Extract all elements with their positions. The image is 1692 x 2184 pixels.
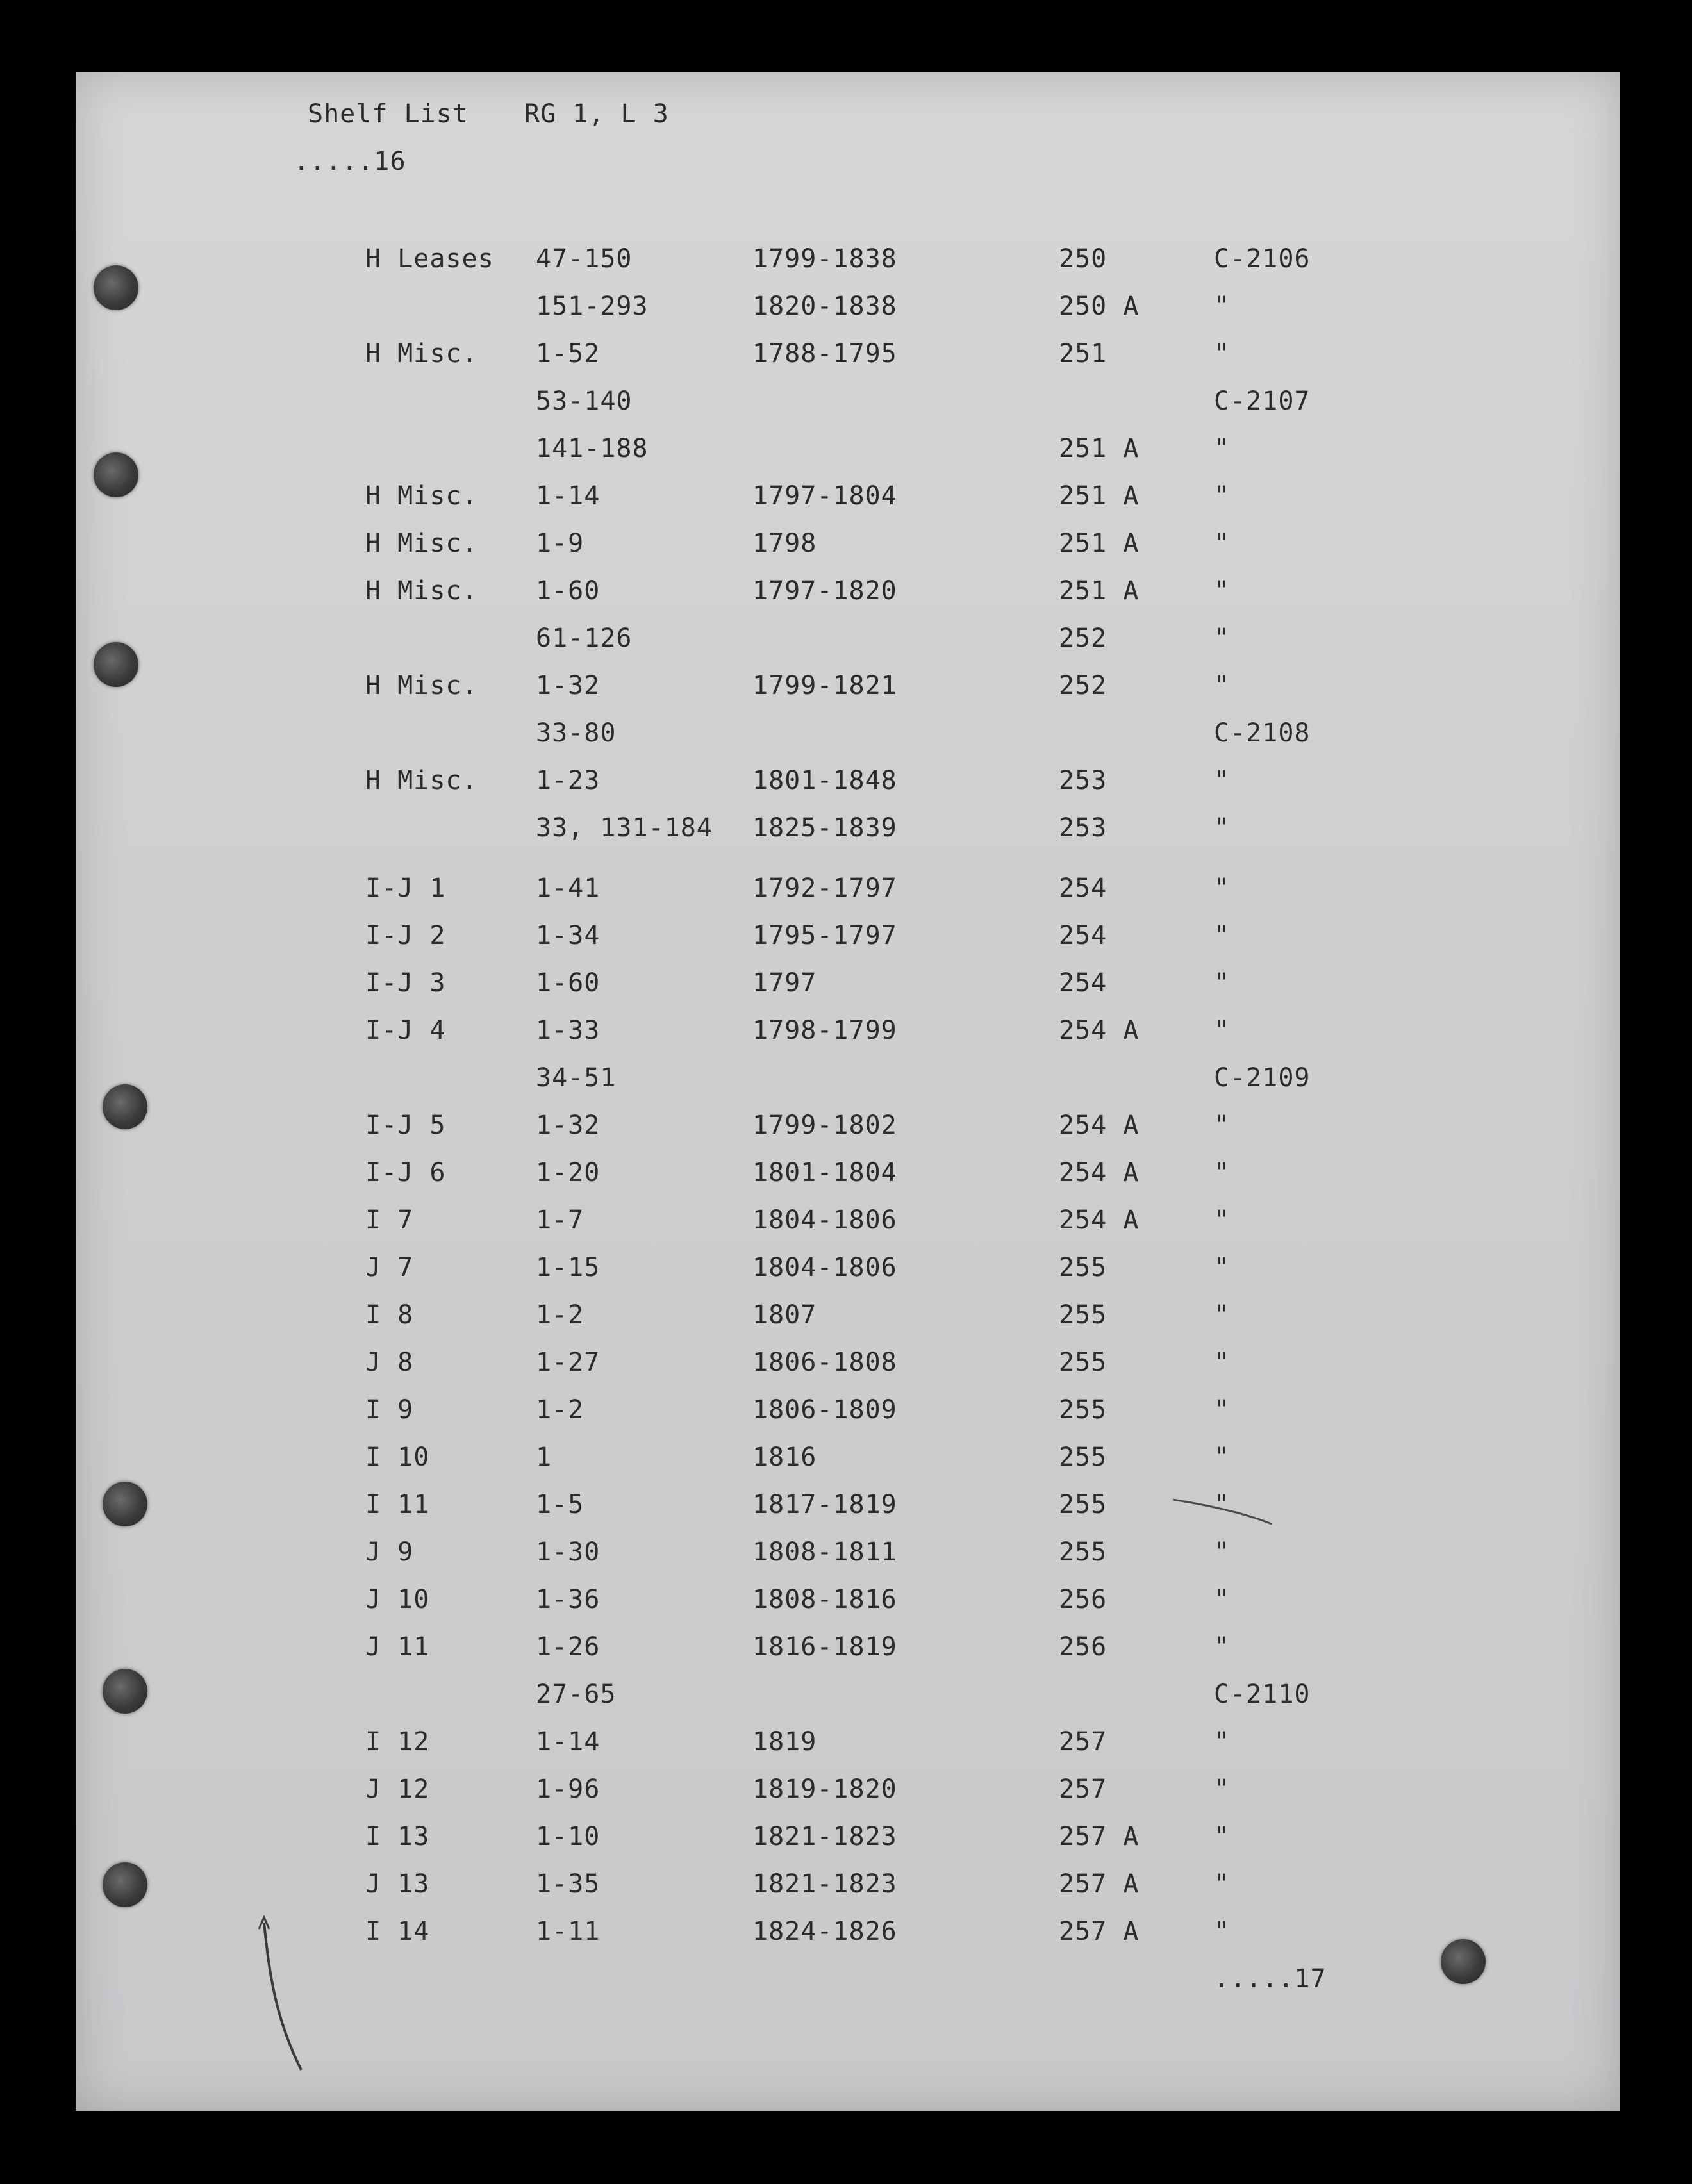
series-cell: H Misc. <box>365 576 478 606</box>
range-cell: 53-140 <box>536 386 633 416</box>
table-row <box>76 768 1620 815</box>
range-cell: 1-34 <box>536 921 601 950</box>
code-cell: " <box>1214 434 1231 463</box>
series-cell: I 14 <box>365 1917 430 1946</box>
code-cell: " <box>1214 1490 1231 1519</box>
table-row <box>76 1682 1620 1729</box>
years-cell: 1797-1820 <box>752 576 897 606</box>
table-row <box>76 1302 1620 1350</box>
code-cell: " <box>1214 1395 1231 1425</box>
range-cell: 1-10 <box>536 1822 601 1851</box>
previous-page-marker: .....16 <box>294 147 406 176</box>
range-cell: 151-293 <box>536 292 649 321</box>
box-cell: 254 <box>1059 873 1107 903</box>
table-row <box>76 1160 1620 1207</box>
series-cell: I 12 <box>365 1727 430 1757</box>
series-cell: I-J 2 <box>365 921 446 950</box>
record-group-ref: RG 1, L 3 <box>524 99 669 129</box>
code-cell: C-2109 <box>1214 1063 1311 1093</box>
series-cell: I-J 5 <box>365 1111 446 1140</box>
box-cell: 257 A <box>1059 1822 1140 1851</box>
table-row <box>76 436 1620 483</box>
years-cell: 1821-1823 <box>752 1822 897 1851</box>
shelf-list-table <box>76 72 1620 2111</box>
years-cell: 1819-1820 <box>752 1774 897 1804</box>
box-cell: 251 A <box>1059 529 1140 558</box>
box-cell: 254 <box>1059 921 1107 950</box>
code-cell: " <box>1214 576 1231 606</box>
table-row <box>76 341 1620 388</box>
table-row <box>76 625 1620 673</box>
box-cell: 255 <box>1059 1300 1107 1330</box>
box-cell: 254 A <box>1059 1111 1140 1140</box>
table-row <box>76 388 1620 436</box>
table-row <box>76 1776 1620 1824</box>
table-row <box>76 1824 1620 1871</box>
table-row <box>76 246 1620 294</box>
years-cell: 1806-1808 <box>752 1348 897 1377</box>
range-cell: 141-188 <box>536 434 649 463</box>
table-row <box>76 1587 1620 1634</box>
range-cell: 1-96 <box>536 1774 601 1804</box>
table-row <box>76 1397 1620 1444</box>
range-cell: 1-30 <box>536 1537 601 1567</box>
range-cell: 1-9 <box>536 529 585 558</box>
box-cell: 254 <box>1059 968 1107 998</box>
code-cell: " <box>1214 766 1231 795</box>
table-row <box>76 673 1620 720</box>
box-cell: 254 A <box>1059 1205 1140 1235</box>
range-cell: 1-2 <box>536 1395 585 1425</box>
range-cell: 1-7 <box>536 1205 585 1235</box>
table-row <box>76 1871 1620 1919</box>
document-page <box>76 72 1620 2111</box>
code-cell: " <box>1214 671 1231 700</box>
series-cell: H Misc. <box>365 671 478 700</box>
series-cell: J 8 <box>365 1348 414 1377</box>
code-cell: " <box>1214 1869 1231 1899</box>
code-cell: " <box>1214 921 1231 950</box>
code-cell: " <box>1214 1253 1231 1282</box>
range-cell: 1-32 <box>536 671 601 700</box>
box-cell: 251 A <box>1059 434 1140 463</box>
box-cell: 252 <box>1059 671 1107 700</box>
box-cell: 255 <box>1059 1395 1107 1425</box>
table-row <box>76 815 1620 863</box>
range-cell: 1-32 <box>536 1111 601 1140</box>
table-row <box>76 1018 1620 1065</box>
range-cell: 1-5 <box>536 1490 585 1519</box>
series-cell: H Misc. <box>365 481 478 511</box>
series-cell: J 12 <box>365 1774 430 1804</box>
table-row <box>76 1444 1620 1492</box>
series-cell: H Misc. <box>365 339 478 368</box>
table-row <box>76 1207 1620 1255</box>
range-cell: 1-33 <box>536 1016 601 1045</box>
box-cell: 257 <box>1059 1727 1107 1757</box>
years-cell: 1788-1795 <box>752 339 897 368</box>
series-cell: J 9 <box>365 1537 414 1567</box>
code-cell: " <box>1214 873 1231 903</box>
table-row <box>76 1539 1620 1587</box>
box-cell: 255 <box>1059 1537 1107 1567</box>
range-cell: 1-15 <box>536 1253 601 1282</box>
code-cell: " <box>1214 1348 1231 1377</box>
table-row <box>76 483 1620 531</box>
range-cell: 1-60 <box>536 576 601 606</box>
box-cell: 254 A <box>1059 1158 1140 1187</box>
series-cell: H Misc. <box>365 766 478 795</box>
box-cell: 251 <box>1059 339 1107 368</box>
series-cell: J 13 <box>365 1869 430 1899</box>
years-cell: 1816 <box>752 1443 817 1472</box>
box-cell: 250 A <box>1059 292 1140 321</box>
years-cell: 1795-1797 <box>752 921 897 950</box>
years-cell: 1801-1804 <box>752 1158 897 1187</box>
years-cell: 1799-1838 <box>752 244 897 274</box>
box-cell: 255 <box>1059 1490 1107 1519</box>
series-cell: I 11 <box>365 1490 430 1519</box>
series-cell: I 7 <box>365 1205 414 1235</box>
years-cell: 1808-1811 <box>752 1537 897 1567</box>
years-cell: 1798-1799 <box>752 1016 897 1045</box>
code-cell: " <box>1214 339 1231 368</box>
table-row <box>76 720 1620 768</box>
box-cell: 255 <box>1059 1253 1107 1282</box>
code-cell: " <box>1214 624 1231 653</box>
range-cell: 33, 131-184 <box>536 813 713 843</box>
series-cell: H Leases <box>365 244 494 274</box>
table-row <box>76 1919 1620 1966</box>
code-cell: " <box>1214 1585 1231 1614</box>
code-cell: " <box>1214 1632 1231 1662</box>
range-cell: 61-126 <box>536 624 633 653</box>
box-cell: 253 <box>1059 766 1107 795</box>
code-cell: C-2107 <box>1214 386 1311 416</box>
table-row <box>76 970 1620 1018</box>
range-cell: 1-2 <box>536 1300 585 1330</box>
series-cell: I 13 <box>365 1822 430 1851</box>
code-cell: " <box>1214 1158 1231 1187</box>
page-title: Shelf List <box>308 99 469 129</box>
range-cell: 47-150 <box>536 244 633 274</box>
years-cell: 1797 <box>752 968 817 998</box>
code-cell: " <box>1214 1537 1231 1567</box>
code-cell: " <box>1214 1774 1231 1804</box>
box-cell: 250 <box>1059 244 1107 274</box>
code-cell: " <box>1214 813 1231 843</box>
range-cell: 1-14 <box>536 1727 601 1757</box>
range-cell: 1-20 <box>536 1158 601 1187</box>
range-cell: 1-52 <box>536 339 601 368</box>
range-cell: 1-27 <box>536 1348 601 1377</box>
box-cell: 251 A <box>1059 481 1140 511</box>
range-cell: 34-51 <box>536 1063 617 1093</box>
range-cell: 1-36 <box>536 1585 601 1614</box>
box-cell: 255 <box>1059 1348 1107 1377</box>
years-cell: 1824-1826 <box>752 1917 897 1946</box>
years-cell: 1825-1839 <box>752 813 897 843</box>
code-cell: " <box>1214 481 1231 511</box>
series-cell: I-J 1 <box>365 873 446 903</box>
series-cell: I 9 <box>365 1395 414 1425</box>
years-cell: 1821-1823 <box>752 1869 897 1899</box>
table-row <box>76 1065 1620 1113</box>
table-row <box>76 1350 1620 1397</box>
range-cell: 1-60 <box>536 968 601 998</box>
table-row <box>76 1729 1620 1776</box>
code-cell: " <box>1214 1727 1231 1757</box>
code-cell: " <box>1214 968 1231 998</box>
code-cell: " <box>1214 1443 1231 1472</box>
code-cell: " <box>1214 1822 1231 1851</box>
years-cell: 1808-1816 <box>752 1585 897 1614</box>
table-row <box>76 1492 1620 1539</box>
years-cell: 1799-1821 <box>752 671 897 700</box>
series-cell: I-J 6 <box>365 1158 446 1187</box>
years-cell: 1801-1848 <box>752 766 897 795</box>
years-cell: 1804-1806 <box>752 1205 897 1235</box>
range-cell: 1-11 <box>536 1917 601 1946</box>
series-cell: J 10 <box>365 1585 430 1614</box>
range-cell: 33-80 <box>536 718 617 748</box>
code-cell: C-2110 <box>1214 1680 1311 1709</box>
box-cell: 257 <box>1059 1774 1107 1804</box>
table-row <box>76 1634 1620 1682</box>
table-row <box>76 578 1620 625</box>
years-cell: 1819 <box>752 1727 817 1757</box>
code-cell: " <box>1214 1917 1231 1946</box>
series-cell: H Misc. <box>365 529 478 558</box>
next-page-marker: .....17 <box>1214 1964 1327 1994</box>
table-row <box>76 1255 1620 1302</box>
range-cell: 1 <box>536 1443 552 1472</box>
code-cell: " <box>1214 1111 1231 1140</box>
code-cell: " <box>1214 529 1231 558</box>
table-row <box>76 923 1620 970</box>
code-cell: C-2106 <box>1214 244 1311 274</box>
box-cell: 257 A <box>1059 1917 1140 1946</box>
years-cell: 1806-1809 <box>752 1395 897 1425</box>
table-row <box>76 1113 1620 1160</box>
code-cell: C-2108 <box>1214 718 1311 748</box>
range-cell: 1-41 <box>536 873 601 903</box>
series-cell: I-J 4 <box>365 1016 446 1045</box>
range-cell: 1-26 <box>536 1632 601 1662</box>
table-row <box>76 531 1620 578</box>
box-cell: 251 A <box>1059 576 1140 606</box>
series-cell: I-J 3 <box>365 968 446 998</box>
years-cell: 1798 <box>752 529 817 558</box>
years-cell: 1804-1806 <box>752 1253 897 1282</box>
range-cell: 1-14 <box>536 481 601 511</box>
range-cell: 1-35 <box>536 1869 601 1899</box>
box-cell: 254 A <box>1059 1016 1140 1045</box>
box-cell: 255 <box>1059 1443 1107 1472</box>
table-row <box>76 294 1620 341</box>
series-cell: I 8 <box>365 1300 414 1330</box>
code-cell: " <box>1214 1016 1231 1045</box>
series-cell: I 10 <box>365 1443 430 1472</box>
years-cell: 1816-1819 <box>752 1632 897 1662</box>
years-cell: 1820-1838 <box>752 292 897 321</box>
range-cell: 27-65 <box>536 1680 617 1709</box>
code-cell: " <box>1214 292 1231 321</box>
code-cell: " <box>1214 1205 1231 1235</box>
box-cell: 256 <box>1059 1585 1107 1614</box>
range-cell: 1-23 <box>536 766 601 795</box>
code-cell: " <box>1214 1300 1231 1330</box>
box-cell: 253 <box>1059 813 1107 843</box>
series-cell: J 11 <box>365 1632 430 1662</box>
years-cell: 1799-1802 <box>752 1111 897 1140</box>
box-cell: 252 <box>1059 624 1107 653</box>
box-cell: 257 A <box>1059 1869 1140 1899</box>
years-cell: 1797-1804 <box>752 481 897 511</box>
box-cell: 256 <box>1059 1632 1107 1662</box>
years-cell: 1807 <box>752 1300 817 1330</box>
years-cell: 1817-1819 <box>752 1490 897 1519</box>
years-cell: 1792-1797 <box>752 873 897 903</box>
table-row <box>76 875 1620 923</box>
series-cell: J 7 <box>365 1253 414 1282</box>
